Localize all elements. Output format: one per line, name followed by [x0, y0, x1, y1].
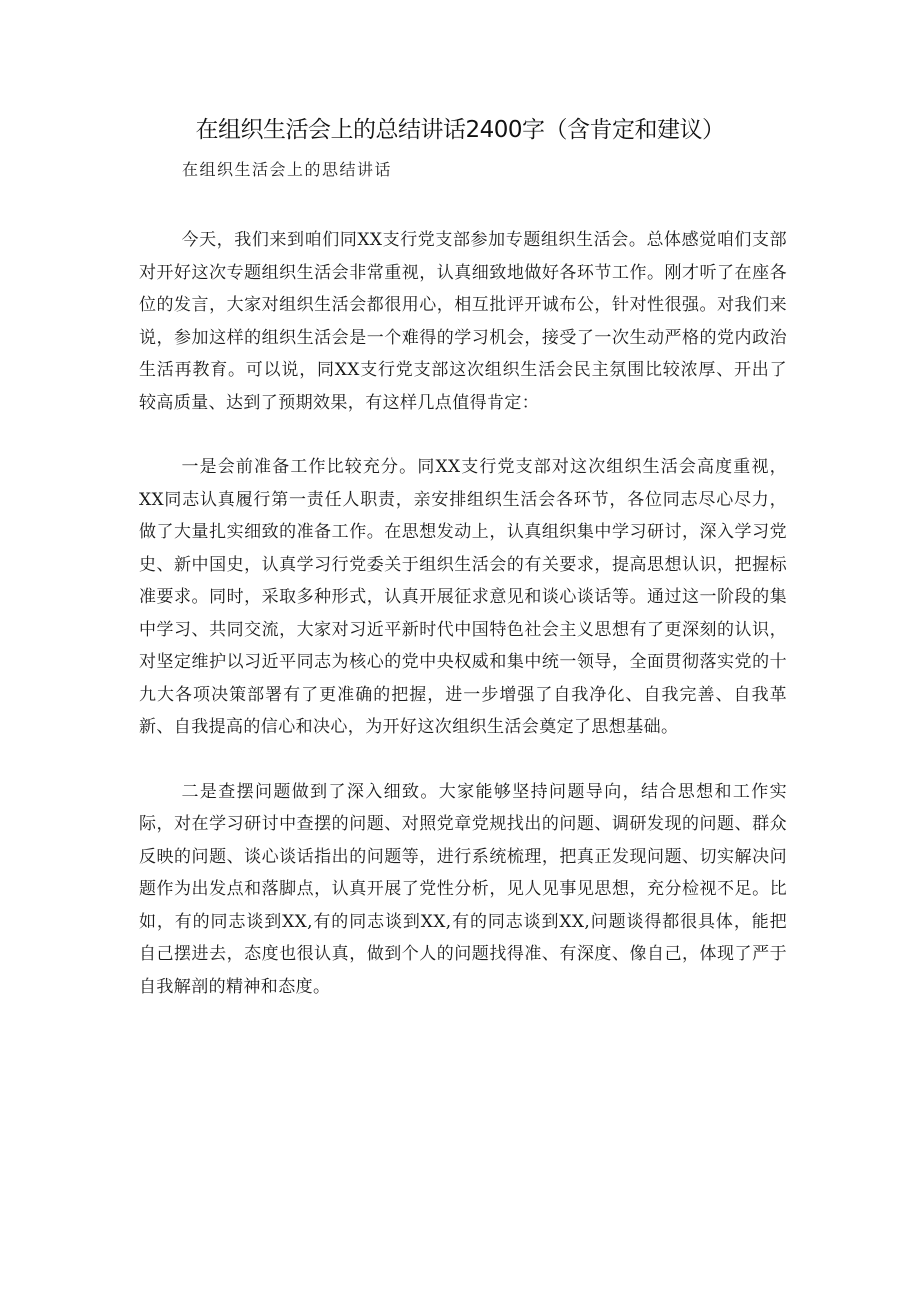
- document-body: [139, 224, 787, 1035]
- paragraph-point-two: 二是查摆问题做到了深入细致。大家能够坚持问题导向，结合思想和工作实际，对在学习研讨中查摆的问题、对照党章党规找出的问题、调研发现的问题、群众反映的问题、谈心谈话指出的问题等，进行系统梳理，把真正发现问题、切实解决问题作为出发点和落脚点，认真开展了党性分析，见人见事见思想，充分检视不足。比如，有的同志谈到XX,有的同志谈到XX,有的同志谈到XX,问题谈得都很具体，能把自己摆进去，态度也很认真，做到个人的问题找得准、有深度、像自己，体现了严于自我解剖的精神和态度。: [139, 781, 787, 997]
- document-subtitle: 在组织生活会上的思结讲话: [182, 160, 393, 179]
- document-title: 在组织生活会上的总结讲话2400字（含肯定和建议）: [195, 117, 725, 143]
- paragraph-point-one: 一是会前准备工作比较充分。同XX支行党支部对这次组织生活会高度重视，XX同志认真履行第一责任人职责，亲安排组织生活会各环节，各位同志尽心尽力，做了大量扎实细致的准备工作。在思想发动上，认真组织集中学习研讨，深入学习党史、新中国史，认真学习行党委关于组织生活会的有关要求，提高思想认识，把握标准要求。同时，采取多种形式，认真开展征求意见和谈心谈话等。通过这一阶段的集中学习、共同交流，大家对习近平新时代中国特色社会主义思想有了更深刻的认识，对坚定维护以习近平同志为核心的党中央权威和集中统一领导，全面贯彻落实党的十九大各项决策部署有了更准确的把握，进一步增强了自我净化、自我完善、自我革新、自我提高的信心和决心，为开好这次组织生活会奠定了思想基础。: [139, 457, 787, 737]
- paragraph-intro: 今天，我们来到咱们同XX支行党支部参加专题组织生活会。总体感觉咱们支部对开好这次专题组织生活会非常重视，认真细致地做好各环节工作。刚才听了在座各位的发言，大家对组织生活会都很用心，相互批评开诚布公，针对性很强。对我们来说，参加这样的组织生活会是一个难得的学习机会，接受了一次生动严格的党内政治生活再教育。可以说，同XX支行党支部这次组织生活会民主氛围比较浓厚、开出了较高质量、达到了预期效果，有这样几点值得肯定：: [139, 230, 787, 413]
